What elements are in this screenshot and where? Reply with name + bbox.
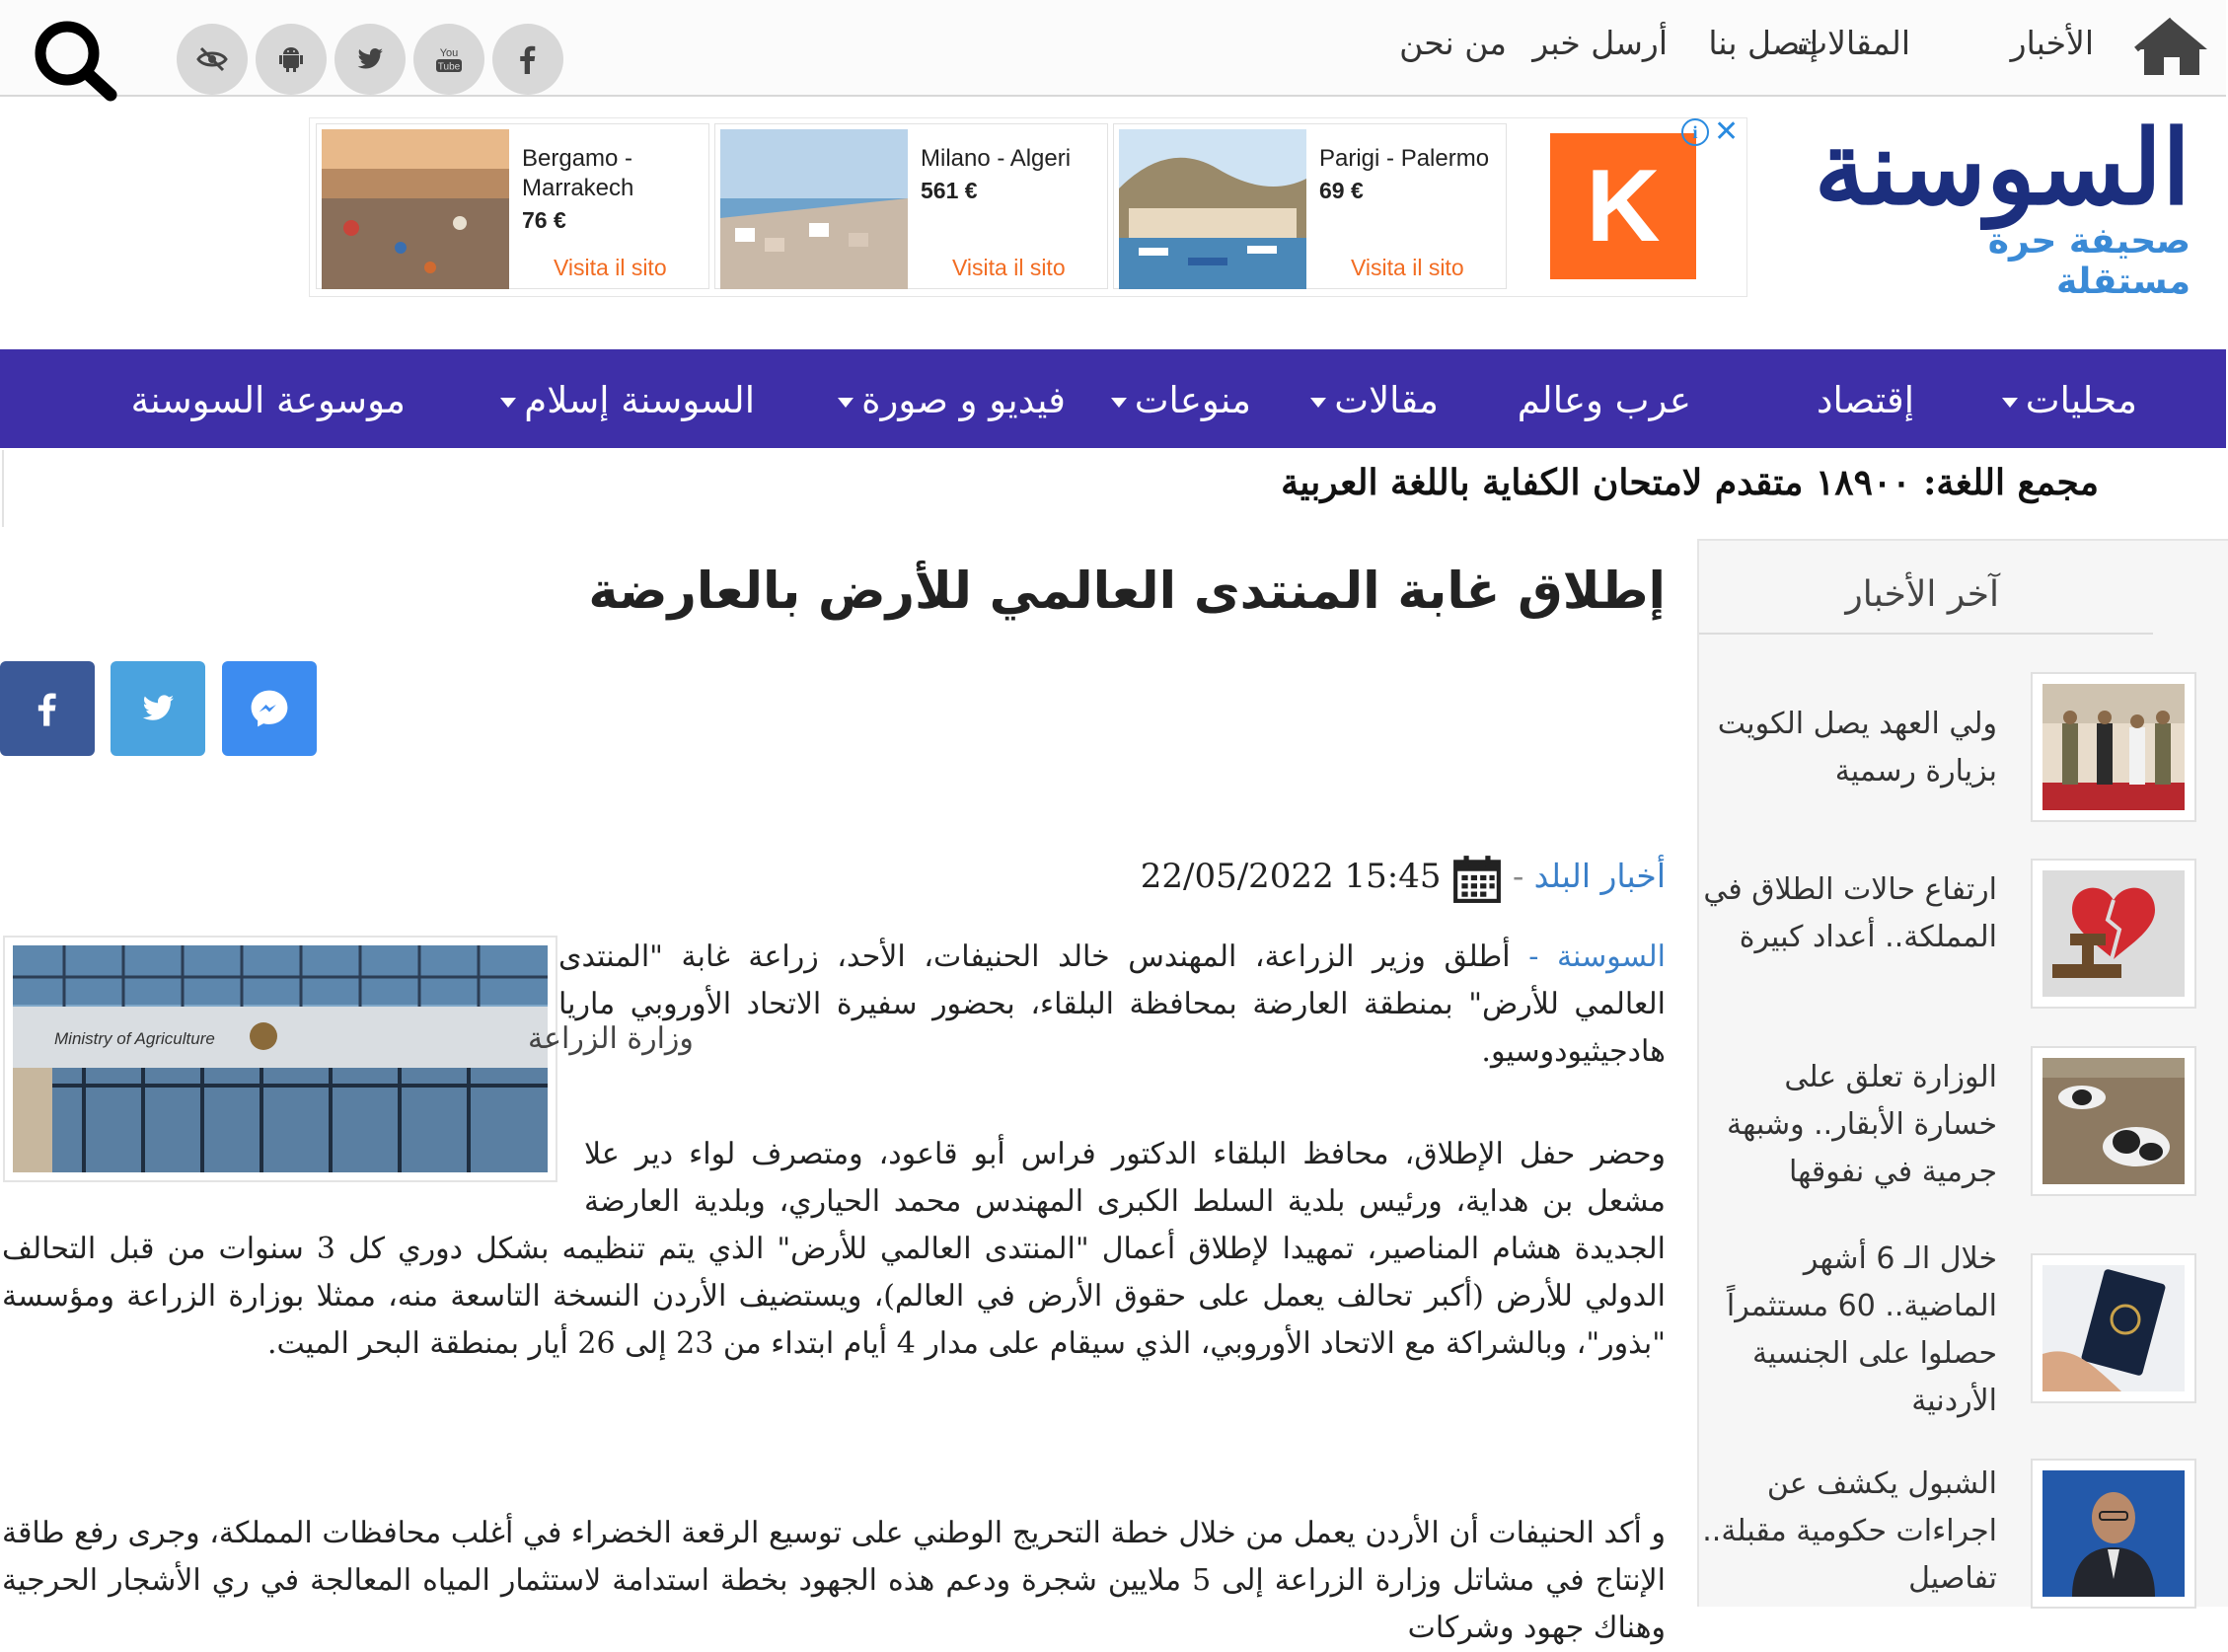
photo-wrap-spacer: [2, 1131, 584, 1184]
android-icon[interactable]: [256, 24, 327, 95]
ad-city: Parigi - Palermo: [1319, 145, 1490, 172]
nav-local[interactable]: [1994, 379, 2137, 421]
source-dash: -: [1528, 939, 1539, 974]
ad-price: 69 €: [1319, 178, 1364, 203]
ad-cta[interactable]: Visita il sito: [952, 255, 1066, 280]
logo-name: السوسنة: [1814, 107, 2191, 228]
nav-opinion[interactable]: [1302, 379, 1439, 421]
accessibility-icon[interactable]: [177, 24, 248, 95]
sidebar-thumb[interactable]: [2031, 1253, 2196, 1403]
ad-cta[interactable]: Visita il sito: [554, 255, 667, 280]
sidebar-divider: [1699, 633, 2153, 635]
ticker-headline[interactable]: مجمع اللغة: ١٨٩٠٠ متقدم لامتحان الكفاية باللغة العربية: [1281, 462, 2099, 503]
sidebar-item-title[interactable]: ولي العهد يصل الكويت بزيارة رسمية: [1717, 707, 1997, 788]
ad-card-marrakech[interactable]: [316, 123, 709, 289]
article-paragraph: [2, 1510, 1666, 1652]
nav-articles[interactable]: المقالات: [1797, 24, 1910, 62]
youtube-icon[interactable]: [413, 24, 484, 95]
paragraph-text: و أكد الحنيفات أن الأردن يعمل من خلال خطة التحريج الوطني على توسيع الرقعة الخضراء في أغلب محافظات المملكة، وجرى رفع طاقة الإنتاج في مشاتل وزارة الزراعة إلى 5 ملايين شجرة ودعم هذه الجهود بخطة استدامة لاستثمار المياه المعالجة في ري الأشجار الحرجية وهناك جهود وشركات: [2, 1516, 1666, 1645]
chevron-down-icon: [1310, 398, 1326, 408]
sidebar-thumb[interactable]: [2031, 859, 2196, 1009]
messenger-icon: [247, 686, 292, 731]
ad-image-palermo: [1119, 129, 1306, 289]
main-nav: [0, 349, 2226, 448]
sidebar-item-title[interactable]: الوزارة تعلق على خسارة الأبقار.. وشبهة جرمية في نفوقها: [1727, 1060, 1997, 1189]
article-headline: إطلاق غابة المنتدى العالمي للأرض بالعارضة: [588, 563, 1666, 621]
home-icon[interactable]: [2134, 18, 2209, 77]
ad-city: Milano - Algeri: [921, 145, 1072, 172]
ad-card-algeri[interactable]: [714, 123, 1108, 289]
twitter-icon[interactable]: [334, 24, 406, 95]
twitter-icon: [137, 688, 179, 729]
article-category-link[interactable]: أخبار البلد: [1533, 857, 1666, 895]
sidebar-thumb[interactable]: [2031, 1046, 2196, 1196]
nav-about[interactable]: من نحن: [1399, 24, 1507, 62]
nav-contact[interactable]: إتصل بنا: [1708, 24, 1819, 62]
facebook-icon: [28, 689, 67, 728]
sidebar-thumb[interactable]: [2031, 1459, 2196, 1609]
paragraph-text: وحضر حفل الإطلاق، محافظ البلقاء الدكتور فراس أبو قاعود، ومتصرف لواء دير علا مشعل بن هداية، ورئيس بلدية السلط الكبرى المهندس محمد الحياري، وبلدية العارضة الجديدة هشام المناصير، تمهيدا لإطلاق أعمال "المنتدى العالمي للأرض" الذي يتم تنظيمه بشكل دوري كل 3 سنوات من قبل التحالف الدولي للأرض (أكبر تحالف يعمل على حقوق الأرض في العالم)، ويستضيف الأردن النسخة التاسعة منه، ممثلا بوزارة الزراعة ومؤسسة "بذور"، وبالشراكة مع الاتحاد الأوروبي، الذي سيقام على مدار 4 أيام ابتداء من 23 إلى 26 أيار بمنطقة البحر الميت.: [2, 1137, 1666, 1361]
photo-sign-en: Ministry of Agriculture: [54, 1029, 215, 1048]
ad-image-marrakech: [322, 129, 509, 289]
share-messenger-button[interactable]: [222, 661, 317, 756]
nav-economy[interactable]: إقتصاد: [1817, 379, 1914, 421]
ad-price: 561 €: [921, 178, 978, 203]
sidebar-item-title[interactable]: الشبول يكشف عن اجراءات حكومية مقبلة.. تفاصيل: [1702, 1466, 1997, 1596]
calendar-icon: [1451, 853, 1503, 904]
nav-send-news[interactable]: أرسل خبر: [1532, 24, 1668, 62]
meta-separator: -: [1512, 858, 1524, 895]
ad-city: Bergamo - Marrakech: [522, 145, 634, 201]
nav-opinion-label: مقالات: [1334, 379, 1439, 421]
ad-cta[interactable]: Visita il sito: [1351, 255, 1464, 280]
nav-islam[interactable]: [492, 379, 755, 421]
nav-world[interactable]: عرب وعالم: [1517, 379, 1691, 421]
sidebar-title: آخر الأخبار: [1845, 574, 1999, 615]
article-source: السوسنة: [1556, 939, 1666, 974]
nav-islam-label: السوسنة إسلام: [524, 379, 755, 421]
paragraph-text: أطلق وزير الزراعة، المهندس خالد الحنيفات، الأحد، زراعة غابة "المنتدى العالمي للأرض" بمنطقة العارضة بمحافظة البلقاء، بحضور سفيرة الاتحاد الأوروبي ماريا هادجيثيودوسيو.: [558, 939, 1666, 1069]
nav-news[interactable]: الأخبار: [2010, 24, 2094, 62]
article-datetime: 22/05/2022 15:45: [1140, 857, 1442, 896]
svg-text:Tube: Tube: [437, 61, 461, 73]
nav-media-label: فيديو و صورة: [861, 379, 1066, 421]
nav-encyclopedia[interactable]: موسوعة السوسنة: [130, 379, 406, 421]
chevron-down-icon: [500, 398, 516, 408]
sidebar-item-title[interactable]: خلال الـ 6 أشهر الماضية.. 60 مستثمراً حصلوا على الجنسية الأردنية: [1726, 1241, 1997, 1418]
article-meta: [1141, 853, 1666, 904]
svg-text:You: You: [439, 47, 459, 59]
sidebar-thumb[interactable]: [2031, 672, 2196, 822]
nav-misc[interactable]: [1103, 379, 1251, 421]
ad-close-icon[interactable]: ✕: [1714, 114, 1740, 149]
ad-brand-logo[interactable]: K: [1550, 133, 1696, 279]
photo-sign-ar: وزارة الزراعة: [528, 1021, 694, 1056]
ad-info-icon[interactable]: i: [1681, 118, 1709, 146]
nav-local-label: محليات: [2025, 379, 2137, 421]
article-paragraph: [2, 1131, 1666, 1368]
nav-misc-label: منوعات: [1134, 379, 1251, 421]
ad-card-palermo[interactable]: [1113, 123, 1507, 289]
ad-price: 76 €: [522, 207, 566, 233]
sidebar-item-title[interactable]: ارتفاع حالات الطلاق في المملكة.. أعداد كبيرة: [1703, 872, 1997, 954]
facebook-icon[interactable]: [492, 24, 563, 95]
chevron-down-icon: [1111, 398, 1127, 408]
chevron-down-icon: [838, 398, 854, 408]
chevron-down-icon: [2002, 398, 2018, 408]
search-icon[interactable]: [28, 18, 118, 101]
site-logo[interactable]: [1814, 107, 2191, 302]
share-facebook-button[interactable]: [0, 661, 95, 756]
ad-image-algeri: [720, 129, 908, 289]
nav-media[interactable]: [830, 379, 1066, 421]
logo-tagline: صحيفة حرة مستقلة: [1987, 220, 2191, 302]
share-twitter-button[interactable]: [111, 661, 205, 756]
article-paragraph: [558, 934, 1666, 1076]
